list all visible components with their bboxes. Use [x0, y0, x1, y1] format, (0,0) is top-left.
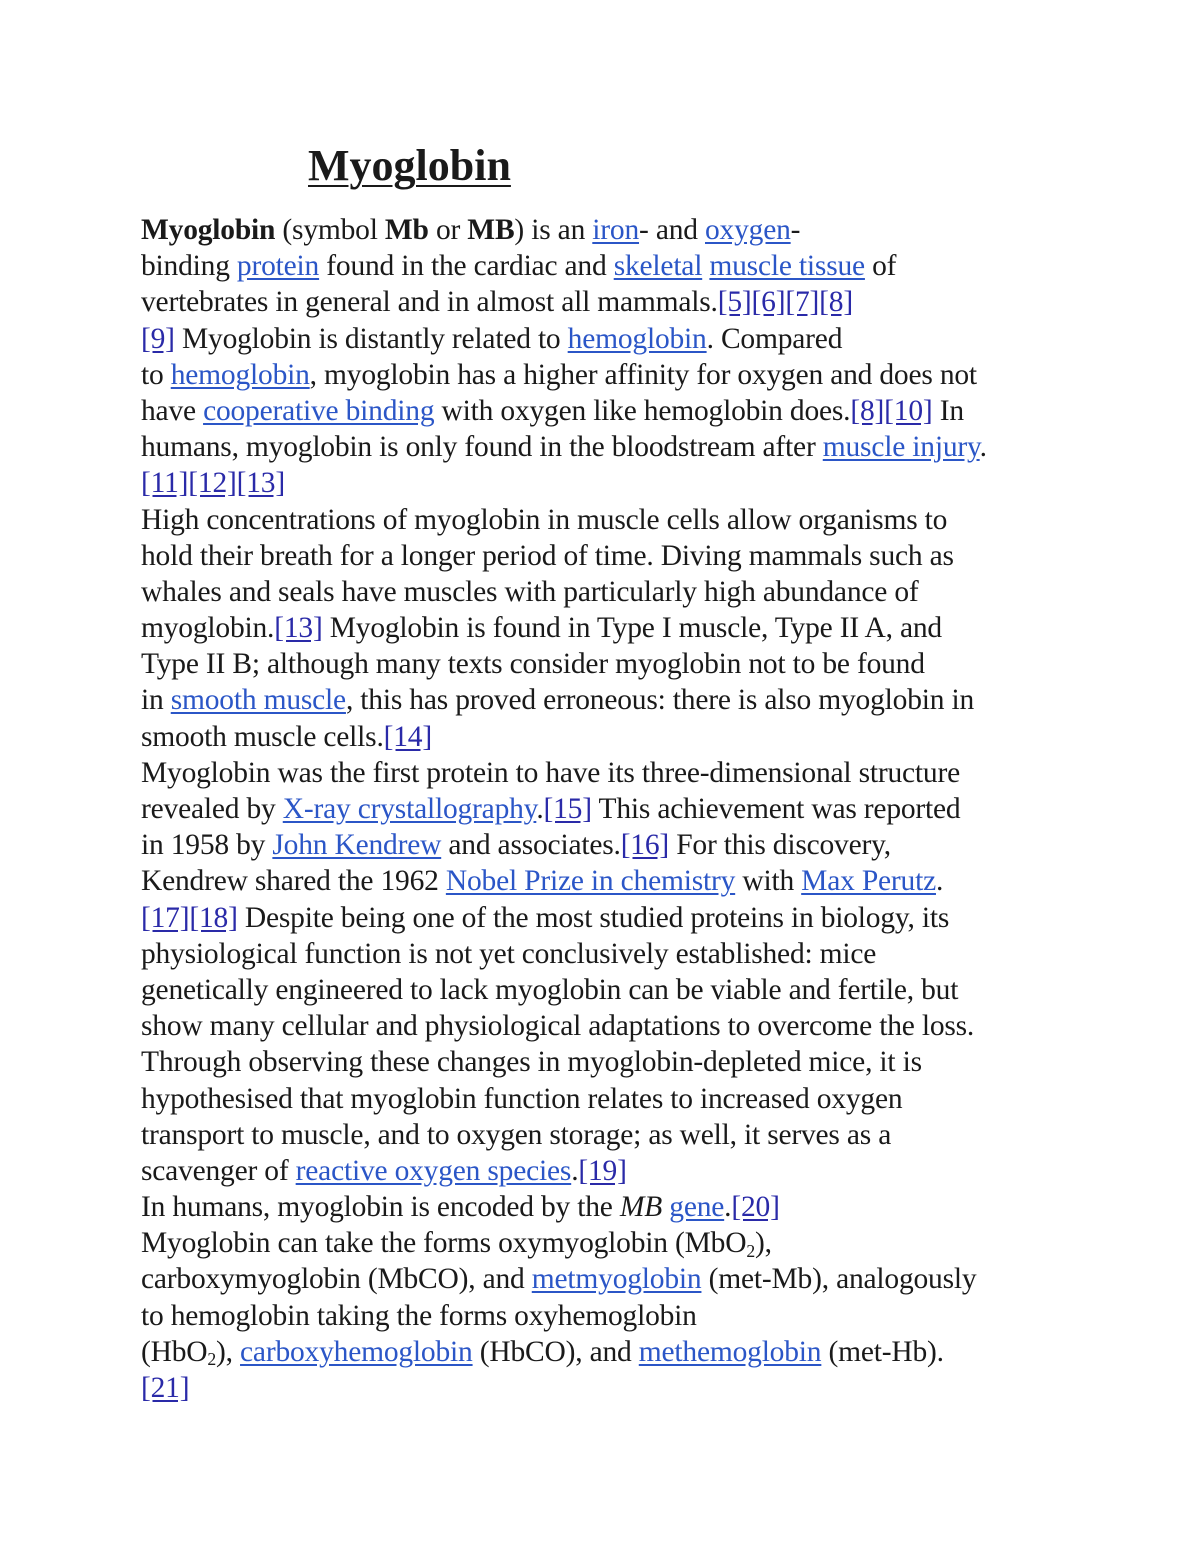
body-text: , this has proved erroneous: there is also myoglobin in — [345, 684, 975, 717]
body-text: For this discovery, — [669, 829, 891, 862]
text-line — [141, 248, 1071, 284]
body-text: High concentrations of myoglobin in muscle cells allow organisms to — [141, 503, 948, 536]
citation-link[interactable]: [20] — [731, 1191, 780, 1224]
text-line — [141, 863, 1071, 899]
article-link[interactable]: cooperative binding — [203, 394, 435, 427]
text-line — [141, 1153, 1071, 1189]
body-text: hypothesised that myoglobin function relates to increased oxygen — [141, 1082, 903, 1115]
citation-link[interactable]: [17] — [141, 901, 190, 934]
body-text: smooth muscle cells. — [141, 720, 384, 753]
body-text: myoglobin. — [141, 612, 275, 645]
bold-text: MB — [467, 214, 515, 246]
body-text: . — [935, 865, 944, 898]
text-line — [141, 755, 1071, 791]
text-line — [141, 284, 1071, 320]
citation-link[interactable]: [5] — [717, 286, 752, 319]
text-line — [141, 1008, 1071, 1044]
citation-link[interactable]: [12] — [188, 467, 237, 500]
article-link[interactable]: smooth muscle — [170, 684, 346, 717]
article-link[interactable]: reactive oxygen species — [295, 1154, 572, 1187]
bold-text: Myoglobin — [141, 214, 276, 246]
article-link[interactable]: Nobel Prize in chemistry — [445, 865, 736, 898]
body-text: to hemoglobin taking the forms oxyhemoglobin — [141, 1299, 697, 1332]
citation-link[interactable]: [18] — [189, 901, 238, 934]
article-link[interactable]: hemoglobin — [170, 358, 310, 391]
text-line — [141, 1298, 1071, 1334]
body-text: or — [428, 214, 468, 246]
text-line — [141, 791, 1071, 827]
body-text: and associates. — [441, 829, 621, 862]
subscript-text: 2 — [746, 1240, 755, 1261]
text-line — [141, 900, 1071, 936]
text-line — [141, 827, 1071, 863]
body-text: (HbO — [141, 1335, 208, 1368]
bold-text: Mb — [384, 214, 429, 246]
text-line — [141, 1189, 1071, 1225]
body-text: ), — [754, 1227, 772, 1260]
body-text: - — [790, 214, 801, 246]
body-text: genetically engineered to lack myoglobin can be viable and fertile, but — [141, 973, 959, 1006]
citation-link[interactable]: [6] — [751, 286, 786, 319]
text-line — [141, 574, 1071, 610]
body-text: . — [724, 1191, 732, 1224]
subscript-text: 2 — [207, 1349, 217, 1370]
article-link[interactable]: protein — [236, 250, 320, 283]
article-body — [141, 212, 1071, 1406]
body-text: ), — [216, 1335, 241, 1368]
body-text: Kendrew shared the 1962 — [141, 865, 446, 898]
body-text: in 1958 by — [141, 829, 273, 862]
body-text: revealed by — [141, 793, 283, 825]
article-link[interactable]: muscle injury — [822, 431, 980, 464]
body-text: with — [735, 865, 802, 898]
body-text: humans, myoglobin is only found in the bloodstream after — [141, 431, 823, 464]
body-text: found in the cardiac and — [319, 250, 614, 283]
citation-link[interactable]: [13] — [236, 467, 285, 500]
body-text: carboxymyoglobin (MbCO), and — [141, 1263, 532, 1296]
text-line — [141, 1081, 1071, 1117]
body-text: . — [536, 793, 544, 825]
article-link[interactable]: John Kendrew — [272, 829, 442, 862]
body-text: Through observing these changes in myoglobin-depleted mice, it is — [141, 1046, 922, 1079]
body-text: This achievement was reported — [591, 793, 961, 825]
body-text: physiological function is not yet conclusively established: mice — [141, 937, 877, 970]
body-text: (symbol — [275, 214, 385, 246]
article-link[interactable]: skeletal — [613, 250, 703, 283]
article-link[interactable]: methemoglobin — [638, 1335, 822, 1368]
body-text: have — [141, 394, 204, 427]
article-link[interactable]: oxygen — [705, 214, 791, 246]
text-line — [141, 502, 1071, 538]
body-text: - and — [639, 214, 705, 246]
text-line — [141, 936, 1071, 972]
citation-link[interactable]: [13] — [274, 612, 323, 645]
text-line — [141, 465, 1071, 501]
body-text: (HbCO), and — [472, 1335, 639, 1368]
text-line — [141, 646, 1071, 682]
article-link[interactable]: iron — [592, 214, 640, 246]
body-text: Myoglobin can take the forms oxymyoglobin (MbO — [141, 1227, 747, 1260]
citation-link[interactable]: [11] — [141, 467, 189, 500]
article-link[interactable]: hemoglobin — [567, 322, 707, 355]
body-text: , myoglobin has a higher affinity for oxygen and does not — [309, 358, 977, 391]
text-line — [141, 393, 1071, 429]
body-text: transport to muscle, and to oxygen storage; as well, it serves as a — [141, 1118, 892, 1151]
body-text: Myoglobin is distantly related to — [174, 322, 568, 355]
body-text: . Compared — [706, 322, 843, 355]
body-text: in — [141, 684, 171, 717]
article-link[interactable]: carboxyhemoglobin — [240, 1335, 473, 1368]
body-text: Despite being one of the most studied proteins in biology, its — [237, 901, 950, 934]
text-line — [141, 1370, 1071, 1406]
body-text: hold their breath for a longer period of time. Diving mammals such as — [141, 539, 954, 572]
article-link[interactable]: Max Perutz — [801, 865, 936, 898]
citation-link[interactable]: [21] — [141, 1372, 190, 1404]
body-text: of — [864, 250, 897, 283]
citation-link[interactable]: [14] — [383, 720, 432, 753]
body-text: Myoglobin was the first protein to have its three-dimensional structure — [141, 756, 960, 789]
body-text: scavenger of — [141, 1154, 296, 1187]
body-text: to — [141, 358, 171, 391]
citation-link[interactable]: [8] — [819, 286, 853, 319]
body-text: ) is an — [514, 214, 593, 246]
body-text: In humans, myoglobin is encoded by the — [141, 1191, 620, 1224]
body-text: Type II B; although many texts consider myoglobin not to be found — [141, 648, 925, 681]
article-link[interactable]: metmyoglobin — [531, 1263, 702, 1296]
body-text: Myoglobin is found in Type I muscle, Type II A, and — [322, 612, 942, 645]
text-line — [141, 610, 1071, 646]
body-text: In — [932, 394, 964, 427]
text-line — [141, 1044, 1071, 1080]
body-text: with oxygen like hemoglobin does. — [434, 394, 851, 427]
citation-link[interactable]: [10] — [884, 394, 933, 427]
text-line — [141, 357, 1071, 393]
text-line — [141, 719, 1071, 755]
citation-link[interactable]: [7] — [785, 286, 820, 319]
text-line — [141, 212, 1071, 248]
text-line — [141, 429, 1071, 465]
italic-text: MB — [619, 1191, 663, 1224]
text-line — [141, 682, 1071, 718]
article-link[interactable]: gene — [669, 1191, 725, 1224]
citation-link[interactable]: [15] — [543, 793, 592, 825]
citation-link[interactable]: [8] — [850, 394, 885, 427]
text-line — [141, 1225, 1071, 1261]
body-text: (met-Mb), analogously — [701, 1263, 977, 1296]
article-link[interactable]: X-ray crystallography — [282, 793, 537, 825]
citation-link[interactable]: [9] — [141, 322, 175, 355]
article-link[interactable]: muscle tissue — [709, 250, 865, 283]
citation-link[interactable]: [16] — [620, 829, 670, 862]
page-title: Myoglobin — [308, 141, 511, 190]
text-line — [141, 972, 1071, 1008]
text-line — [141, 1334, 1071, 1370]
citation-link[interactable]: [19] — [578, 1154, 627, 1187]
body-text: . — [979, 431, 987, 464]
body-text: . — [571, 1154, 579, 1187]
body-text: vertebrates in general and in almost all mammals. — [141, 286, 718, 319]
body-text: show many cellular and physiological adaptations to overcome the loss. — [141, 1010, 975, 1043]
text-line — [141, 321, 1071, 357]
text-line — [141, 1117, 1071, 1153]
text-line — [141, 1261, 1071, 1297]
text-line — [141, 538, 1071, 574]
body-text: (met-Hb). — [821, 1335, 944, 1368]
body-text: whales and seals have muscles with particularly high abundance of — [141, 575, 919, 608]
body-text: binding — [141, 250, 237, 283]
